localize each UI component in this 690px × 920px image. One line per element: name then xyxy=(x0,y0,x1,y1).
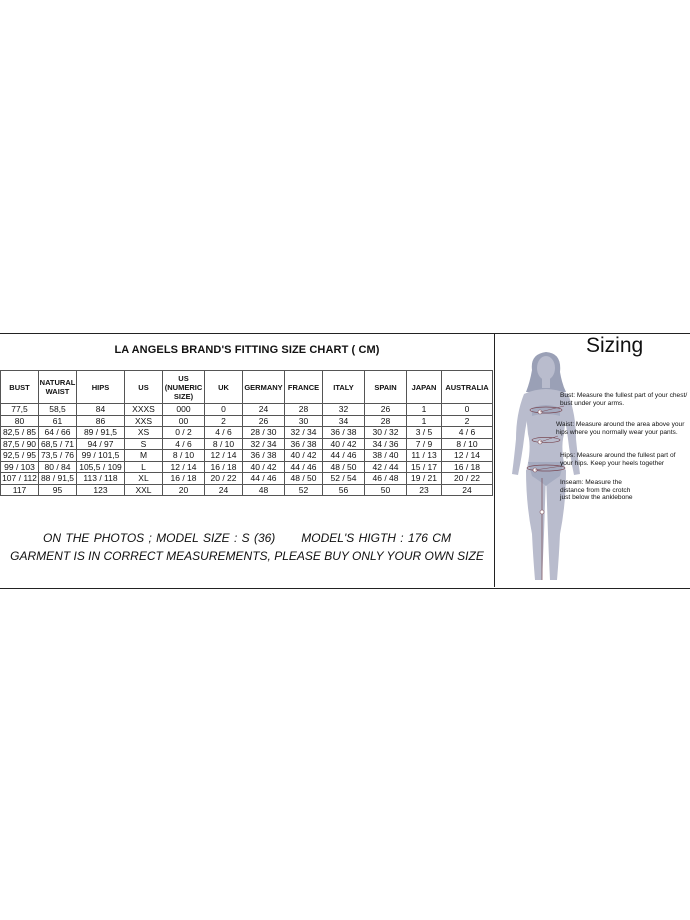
table-cell: 82,5 / 85 xyxy=(1,427,39,439)
table-row xyxy=(1,450,493,462)
table-cell: XS xyxy=(125,427,163,439)
table-row xyxy=(1,427,493,439)
table-cell: 2 xyxy=(205,415,243,427)
table-cell: 32 / 34 xyxy=(243,438,285,450)
table-cell: 12 / 14 xyxy=(205,450,243,462)
bust-instruction: Bust: Measure the fullest part of your chest/ bust under your arms. xyxy=(560,392,688,407)
table-cell: 4 / 6 xyxy=(205,427,243,439)
table-cell: 8 / 10 xyxy=(205,438,243,450)
table-cell: 34 xyxy=(323,415,365,427)
table-cell: 24 xyxy=(205,484,243,496)
table-cell: 56 xyxy=(323,484,365,496)
sizing-title: Sizing xyxy=(586,334,644,357)
table-row xyxy=(1,438,493,450)
table-cell: 2 xyxy=(442,415,493,427)
table-cell: 40 / 42 xyxy=(285,450,323,462)
table-cell: 23 xyxy=(407,484,442,496)
column-header: BUST xyxy=(1,371,39,404)
table-cell: 77,5 xyxy=(1,404,39,416)
table-cell: 95 xyxy=(39,484,77,496)
size-table-panel xyxy=(0,334,495,587)
table-cell: 11 / 13 xyxy=(407,450,442,462)
table-body xyxy=(1,404,493,496)
table-cell: 00 xyxy=(163,415,205,427)
table-cell: 88 / 91,5 xyxy=(39,473,77,485)
table-cell: 44 / 46 xyxy=(243,473,285,485)
table-cell: 36 / 38 xyxy=(243,450,285,462)
table-cell: 7 / 9 xyxy=(407,438,442,450)
table-cell: 99 / 101,5 xyxy=(77,450,125,462)
table-cell: 42 / 44 xyxy=(365,461,407,473)
table-cell: 32 xyxy=(323,404,365,416)
table-cell: 73,5 / 76 xyxy=(39,450,77,462)
table-cell: 28 / 30 xyxy=(243,427,285,439)
table-cell: XXXS xyxy=(125,404,163,416)
column-header: AUSTRALIA xyxy=(442,371,493,404)
table-cell: 46 / 48 xyxy=(365,473,407,485)
table-cell: 0 / 2 xyxy=(163,427,205,439)
table-cell: 117 xyxy=(1,484,39,496)
table-cell: 52 xyxy=(285,484,323,496)
table-cell: M xyxy=(125,450,163,462)
table-cell: 16 / 18 xyxy=(163,473,205,485)
size-table xyxy=(0,370,493,496)
table-cell: 26 xyxy=(365,404,407,416)
hips-instruction: Hips: Measure around the fullest part of your hips. Keep your heels together xyxy=(560,452,676,467)
table-cell: 80 / 84 xyxy=(39,461,77,473)
table-cell: S xyxy=(125,438,163,450)
table-cell: 87,5 / 90 xyxy=(1,438,39,450)
table-cell: 40 / 42 xyxy=(323,438,365,450)
table-cell: 24 xyxy=(442,484,493,496)
table-cell: XXS xyxy=(125,415,163,427)
table-cell: 86 xyxy=(77,415,125,427)
table-cell: 48 / 50 xyxy=(323,461,365,473)
table-cell: 113 / 118 xyxy=(77,473,125,485)
table-cell: 44 / 46 xyxy=(285,461,323,473)
garment-note: GARMENT IS IN CORRECT MEASUREMENTS, PLEASE BUY ONLY YOUR OWN SIZE xyxy=(10,549,484,563)
table-cell: 26 xyxy=(243,415,285,427)
table-cell: 24 xyxy=(243,404,285,416)
table-cell: 000 xyxy=(163,404,205,416)
table-cell: 8 / 10 xyxy=(442,438,493,450)
table-row xyxy=(1,484,493,496)
column-header: FRANCE xyxy=(285,371,323,404)
table-cell: 58,5 xyxy=(39,404,77,416)
table-cell: 0 xyxy=(205,404,243,416)
table-cell: 1 xyxy=(407,415,442,427)
table-cell: 20 / 22 xyxy=(205,473,243,485)
table-row xyxy=(1,404,493,416)
table-cell: 4 / 6 xyxy=(163,438,205,450)
table-cell: 15 / 17 xyxy=(407,461,442,473)
column-header: GERMANY xyxy=(243,371,285,404)
table-cell: 36 / 38 xyxy=(323,427,365,439)
table-cell: 44 / 46 xyxy=(323,450,365,462)
column-header: US (NUMERIC SIZE) xyxy=(163,371,205,404)
column-header: ITALY xyxy=(323,371,365,404)
table-cell: 94 / 97 xyxy=(77,438,125,450)
waist-instruction: Waist: Measure around the area above your hips where you normally wear your pants. xyxy=(556,421,685,436)
table-cell: 1 xyxy=(407,404,442,416)
chart-title: LA ANGELS BRAND'S FITTING SIZE CHART ( CM) xyxy=(114,344,380,356)
table-cell: 19 / 21 xyxy=(407,473,442,485)
table-cell: 32 / 34 xyxy=(285,427,323,439)
table-cell: 28 xyxy=(285,404,323,416)
table-row xyxy=(1,473,493,485)
column-header: JAPAN xyxy=(407,371,442,404)
table-cell: 123 xyxy=(77,484,125,496)
table-cell: 80 xyxy=(1,415,39,427)
table-cell: 12 / 14 xyxy=(442,450,493,462)
table-cell: 89 / 91,5 xyxy=(77,427,125,439)
table-row xyxy=(1,461,493,473)
table-cell: XXL xyxy=(125,484,163,496)
table-cell: 0 xyxy=(442,404,493,416)
table-cell: 64 / 66 xyxy=(39,427,77,439)
table-cell: 52 / 54 xyxy=(323,473,365,485)
table-cell: 84 xyxy=(77,404,125,416)
table-cell: XL xyxy=(125,473,163,485)
table-header-row xyxy=(1,371,493,404)
column-header: HIPS xyxy=(77,371,125,404)
sizing-panel xyxy=(496,334,690,587)
inseam-instruction: Inseam: Measure the distance from the crotch just below the anklebone xyxy=(560,479,633,502)
column-header: UK xyxy=(205,371,243,404)
table-cell: 92,5 / 95 xyxy=(1,450,39,462)
table-cell: 4 / 6 xyxy=(442,427,493,439)
table-cell: 105,5 / 109 xyxy=(77,461,125,473)
table-cell: 8 / 10 xyxy=(163,450,205,462)
table-cell: 99 / 103 xyxy=(1,461,39,473)
table-cell: 107 / 112 xyxy=(2,473,37,484)
table-cell: 12 / 14 xyxy=(163,461,205,473)
table-cell: 34 / 36 xyxy=(365,438,407,450)
table-cell: L xyxy=(125,461,163,473)
size-chart-sheet xyxy=(0,333,690,589)
table-cell: 30 / 32 xyxy=(365,427,407,439)
column-header: US xyxy=(125,371,163,404)
table-row xyxy=(1,415,493,427)
table-cell: 16 / 18 xyxy=(442,461,493,473)
table-cell: 61 xyxy=(39,415,77,427)
table-cell: 16 / 18 xyxy=(205,461,243,473)
table-cell: 50 xyxy=(365,484,407,496)
table-cell: 68,5 / 71 xyxy=(39,438,77,450)
column-header: SPAIN xyxy=(365,371,407,404)
table-cell: 48 / 50 xyxy=(285,473,323,485)
table-cell: 3 / 5 xyxy=(407,427,442,439)
table-cell: 38 / 40 xyxy=(365,450,407,462)
model-size-note: ON THE PHOTOS ; MODEL SIZE : S (36) MODEL'S HIGTH : 176 CM xyxy=(43,531,451,545)
table-cell: 40 / 42 xyxy=(243,461,285,473)
table-cell: 20 xyxy=(163,484,205,496)
column-header: NATURAL WAIST xyxy=(39,371,77,404)
table-cell: 28 xyxy=(365,415,407,427)
table-cell: 48 xyxy=(243,484,285,496)
table-cell: 30 xyxy=(285,415,323,427)
table-cell: 36 / 38 xyxy=(285,438,323,450)
table-cell: 20 / 22 xyxy=(442,473,493,485)
